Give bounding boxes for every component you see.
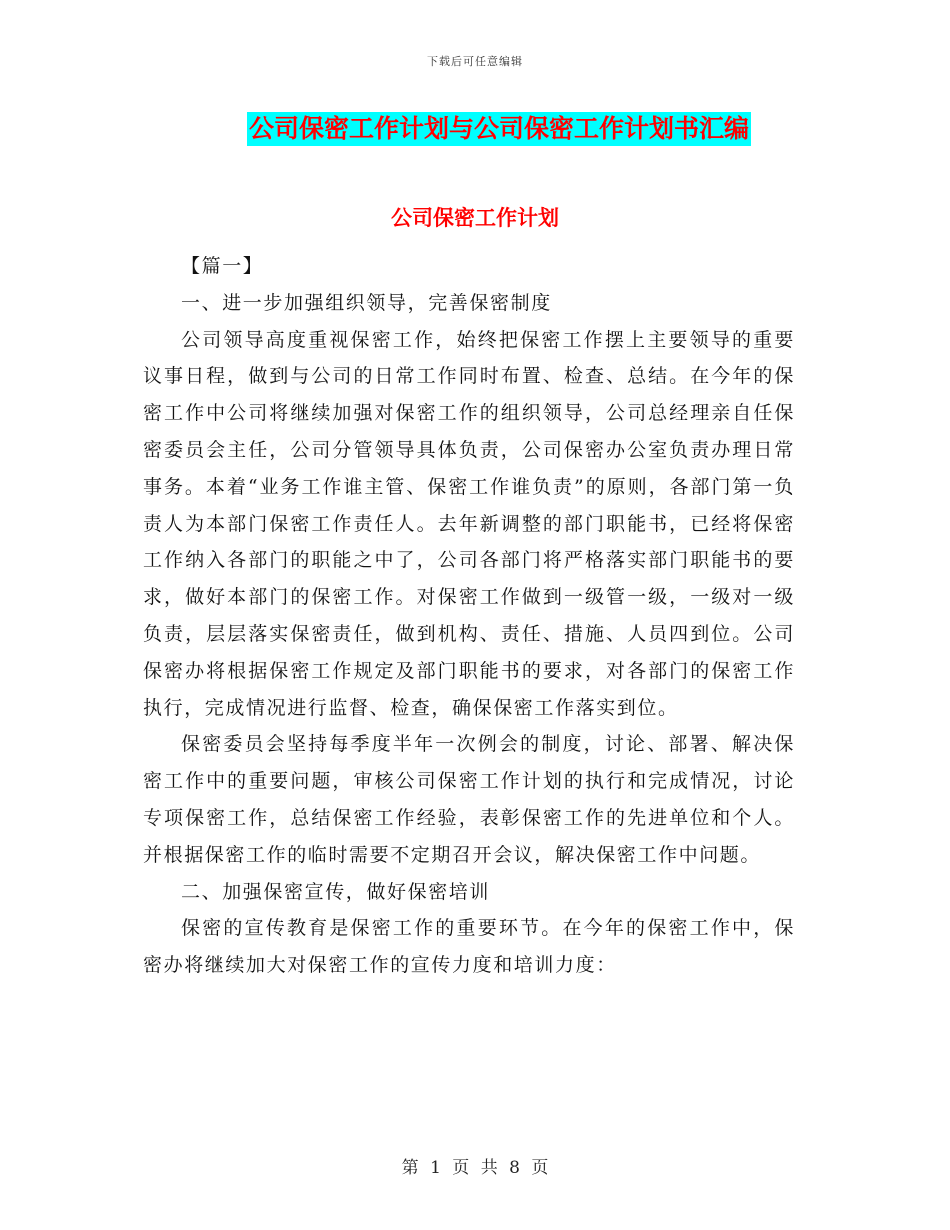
page-number: 第 1 页 共 8 页 — [401, 1158, 549, 1178]
heading-two: 二、加强保密宣传，做好保密培训 — [181, 880, 491, 903]
body-paragraph: 保密的宣传教育是保密工作的重要环节。在今年的保密工作中，保密办将继续加大对保密工作的宣传力度和培训力度： — [143, 917, 795, 977]
section-title: 公司保密工作计划 — [391, 206, 559, 230]
document-body — [143, 248, 795, 984]
page-header-note: 下载后可任意编辑 — [427, 55, 523, 68]
document-title: 公司保密工作计划与公司保密工作计划书汇编 — [247, 112, 751, 146]
title-container — [0, 112, 950, 146]
heading-one: 一、进一步加强组织领导，完善保密制度 — [181, 291, 552, 314]
body-paragraph: 公司领导高度重视保密工作，始终把保密工作摆上主要领导的重要议事日程，做到与公司的日常工作同时布置、检查、总结。在今年的保密工作中公司将继续加强对保密工作的组织领导，公司总经理亲自任保密委员会主任，公司分管领导具体负责，公司保密办公室负责办理日常事务。本着“业务工作谁主管、保密工作谁负责”的原则，各部门第一负责人为本部门保密工作责任人。去年新调整的部门职能书，已经将保密工作纳入各部门的职能之中了，公司各部门将严格落实部门职能书的要求，做好本部门的保密工作。对保密工作做到一级管一级，一级对一级负责，层层落实保密责任，做到机构、责任、措施、人员四到位。公司保密办将根据保密工作规定及部门职能书的要求，对各部门的保密工作执行，完成情况进行监督、检查，确保保密工作落实到位。 — [143, 328, 795, 719]
body-paragraph: 保密委员会坚持每季度半年一次例会的制度，讨论、部署、解决保密工作中的重要问题，审核公司保密工作计划的执行和完成情况，讨论专项保密工作，总结保密工作经验，表彰保密工作的先进单位和个人。并根据保密工作的临时需要不定期召开会议，解决保密工作中问题。 — [143, 733, 795, 866]
chapter-label: 【篇一】 — [181, 255, 264, 277]
